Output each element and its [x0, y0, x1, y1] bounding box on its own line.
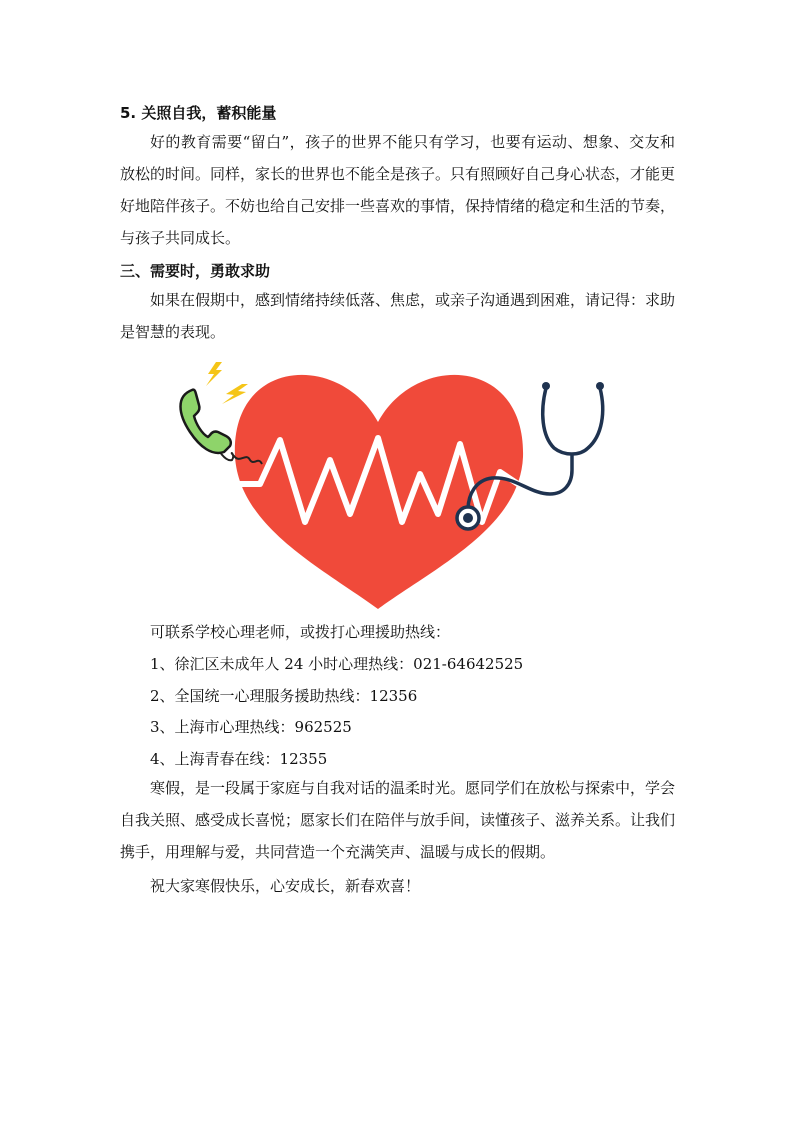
closing-paragraph: 寒假，是一段属于家庭与自我对话的温柔时光。愿同学们在放松与探索中，学会自我关照、感受成长喜悦；愿家长们在陪伴与放手间，读懂孩子、滋养关系。让我们携手，用理解与爱，共同营造一个充满笑声、温暖与成长的假期。 [120, 779, 676, 861]
closing-wish: 祝大家寒假快乐，心安成长，新春欢喜！ [150, 877, 421, 895]
help-illustration [170, 352, 620, 614]
section3-heading: 三、需要时，勇敢求助 [120, 262, 271, 280]
telephone-icon [181, 390, 231, 453]
contacts-intro: 可联系学校心理老师，或拨打心理援助热线： [150, 623, 451, 641]
section3-paragraph: 如果在假期中，感到情绪持续低落、焦虑，或亲子沟通遇到困难，请记得：求助是智慧的表现。 [120, 291, 676, 341]
contact-item-1: 1、徐汇区未成年人 24 小时心理热线：021-64642525 [150, 655, 524, 673]
lightning-icon [206, 362, 248, 404]
section5-paragraph: 好的教育需要“留白”，孩子的世界不能只有学习，也要有运动、想象、交友和放松的时间。同样，家长的世界也不能全是孩子。只有照顾好自己身心状态，才能更好地陪伴孩子。不妨也给自己安排一些喜欢的事情，保持情绪的稳定和生活的节奏，与孩子共同成长。 [120, 133, 676, 247]
heart-icon [235, 375, 523, 609]
contact-item-3: 3、上海市心理热线：962525 [150, 718, 352, 736]
contact-item-2: 2、全国统一心理服务援助热线：12356 [150, 687, 418, 705]
section5-heading: 5. 关照自我，蓄积能量 [120, 104, 277, 122]
contact-item-4: 4、上海青春在线：12355 [150, 750, 328, 768]
